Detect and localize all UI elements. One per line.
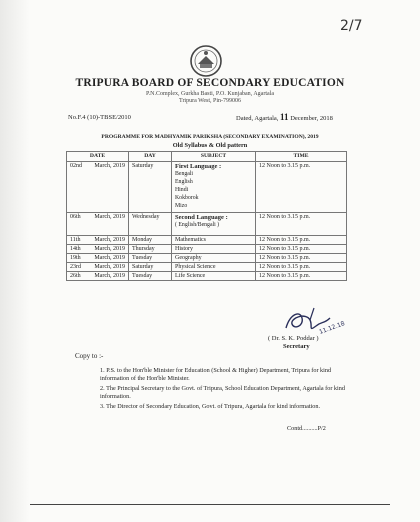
address-line-2: Tripura West, Pin-799006 — [178, 98, 242, 104]
cell-day: Saturday — [129, 263, 172, 272]
page-number: 2/7 — [340, 18, 363, 34]
subject-name: First Language : — [175, 163, 222, 170]
copy-to-item: 3. The Director of Secondary Education, Govt. of Tripura, Agartala for kind information. — [100, 403, 321, 410]
cell-time: 12 Noon to 3.15 p.m. — [256, 236, 347, 245]
cell-time: 12 Noon to 3.15 p.m. — [256, 272, 347, 281]
subject-name: History — [175, 246, 193, 252]
signer-title: Secretary — [283, 343, 310, 350]
subject-option: Kokborok — [175, 195, 199, 201]
subject-name: Physical Science — [175, 264, 216, 270]
cell-time: 12 Noon to 3.15 p.m. — [256, 162, 347, 213]
header-subject: SUBJECT — [172, 152, 256, 162]
date-month-year: March, 2019 — [94, 237, 125, 243]
cell-subject — [172, 254, 256, 263]
table-row — [67, 162, 347, 213]
cell-date — [67, 254, 129, 263]
table-row — [67, 213, 347, 236]
dated-day: 11 — [280, 112, 289, 122]
subject-option: Hindi — [175, 187, 189, 193]
date-day: 26th — [70, 273, 81, 279]
date-month-year: March, 2019 — [94, 255, 125, 261]
address-line-1: P.N.Complex, Gurkha Basti, P.O. Kunjaban, Agartala — [146, 91, 274, 97]
programme-title: PROGRAMME FOR MADHYAMIK PARIKSHA (SECONDARY EXAMINATION), 2019 — [101, 134, 319, 140]
cell-day: Saturday — [129, 162, 172, 213]
date-month-year: March, 2019 — [94, 214, 125, 220]
table-row — [67, 272, 347, 281]
board-name: TRIPURA BOARD OF SECONDARY EDUCATION — [75, 77, 345, 89]
board-emblem-icon — [189, 44, 223, 78]
continued-note: Contd..........P/2 — [287, 425, 326, 432]
date-day: 19th — [70, 255, 81, 261]
subject-option: English — [175, 179, 193, 185]
dated-suffix: December, 2018 — [290, 115, 333, 122]
subject-name: Second Language : — [175, 214, 228, 221]
header-day: DAY — [129, 152, 172, 162]
cell-date — [67, 236, 129, 245]
cell-day: Wednesday — [129, 213, 172, 236]
date-month-year: March, 2019 — [94, 163, 125, 169]
date-day: 23rd — [70, 264, 81, 270]
cell-date — [67, 213, 129, 236]
cell-subject — [172, 245, 256, 254]
cell-subject — [172, 263, 256, 272]
subject-name: Life Science — [175, 273, 206, 279]
date-month-year: March, 2019 — [94, 273, 125, 279]
subject-option: ( English/Bengali ) — [175, 222, 220, 228]
table-row — [67, 254, 347, 263]
dated-line — [236, 112, 333, 122]
signer-name: ( Dr. S. K. Poddar ) — [268, 335, 319, 342]
copy-to-list — [100, 367, 360, 413]
cell-subject — [172, 162, 256, 213]
cell-day: Thursday — [129, 245, 172, 254]
cell-subject — [172, 272, 256, 281]
date-month-year: March, 2019 — [94, 246, 125, 252]
dated-prefix: Dated, Agartala, — [236, 115, 279, 122]
table-row — [67, 236, 347, 245]
copy-to-item: 2. The Principal Secretary to the Govt. of Tripura, School Education Department, Agartala for kind information. — [100, 385, 345, 400]
signature-date: 11.12.18 — [318, 320, 346, 336]
table-row — [67, 245, 347, 254]
cell-day: Tuesday — [129, 254, 172, 263]
date-day: 11th — [70, 237, 81, 243]
cell-time: 12 Noon to 3.15 p.m. — [256, 263, 347, 272]
date-day: 14th — [70, 246, 81, 252]
cell-date — [67, 245, 129, 254]
cell-subject — [172, 213, 256, 236]
cell-date — [67, 162, 129, 213]
date-day: 02nd — [70, 163, 82, 169]
cell-subject — [172, 236, 256, 245]
cell-time: 12 Noon to 3.15 p.m. — [256, 254, 347, 263]
subject-options — [175, 170, 252, 210]
copy-to-label: Copy to :- — [75, 352, 104, 360]
cell-day: Monday — [129, 236, 172, 245]
header-time: TIME — [256, 152, 347, 162]
subject-option: Mizo — [175, 203, 188, 209]
syllabus-subtitle: Old Syllabus & Old pattern — [172, 142, 248, 149]
subject-name: Geography — [175, 255, 202, 261]
copy-to-item: 1. P.S. to the Hon'ble Minister for Education (School & Higher) Department, Tripura for kind information of the Hon'ble Minister. — [100, 367, 332, 382]
subject-name: Mathematics — [175, 237, 206, 243]
signature-image — [280, 304, 346, 338]
cell-time: 12 Noon to 3.15 p.m. — [256, 245, 347, 254]
cell-date — [67, 272, 129, 281]
cell-day: Tuesday — [129, 272, 172, 281]
header-date: DATE — [67, 152, 129, 162]
reference-number: No.F.4 (10)-TBSE/2010 — [68, 114, 131, 121]
page-bottom-edge — [30, 504, 390, 505]
subject-option: Bengali — [175, 171, 194, 177]
subject-options — [175, 221, 252, 229]
cell-time: 12 Noon to 3.15 p.m. — [256, 213, 347, 236]
exam-schedule-table — [66, 151, 347, 281]
date-day: 06th — [70, 214, 81, 220]
table-row — [67, 263, 347, 272]
date-month-year: March, 2019 — [94, 264, 125, 270]
table-header-row — [67, 152, 347, 162]
cell-date — [67, 263, 129, 272]
